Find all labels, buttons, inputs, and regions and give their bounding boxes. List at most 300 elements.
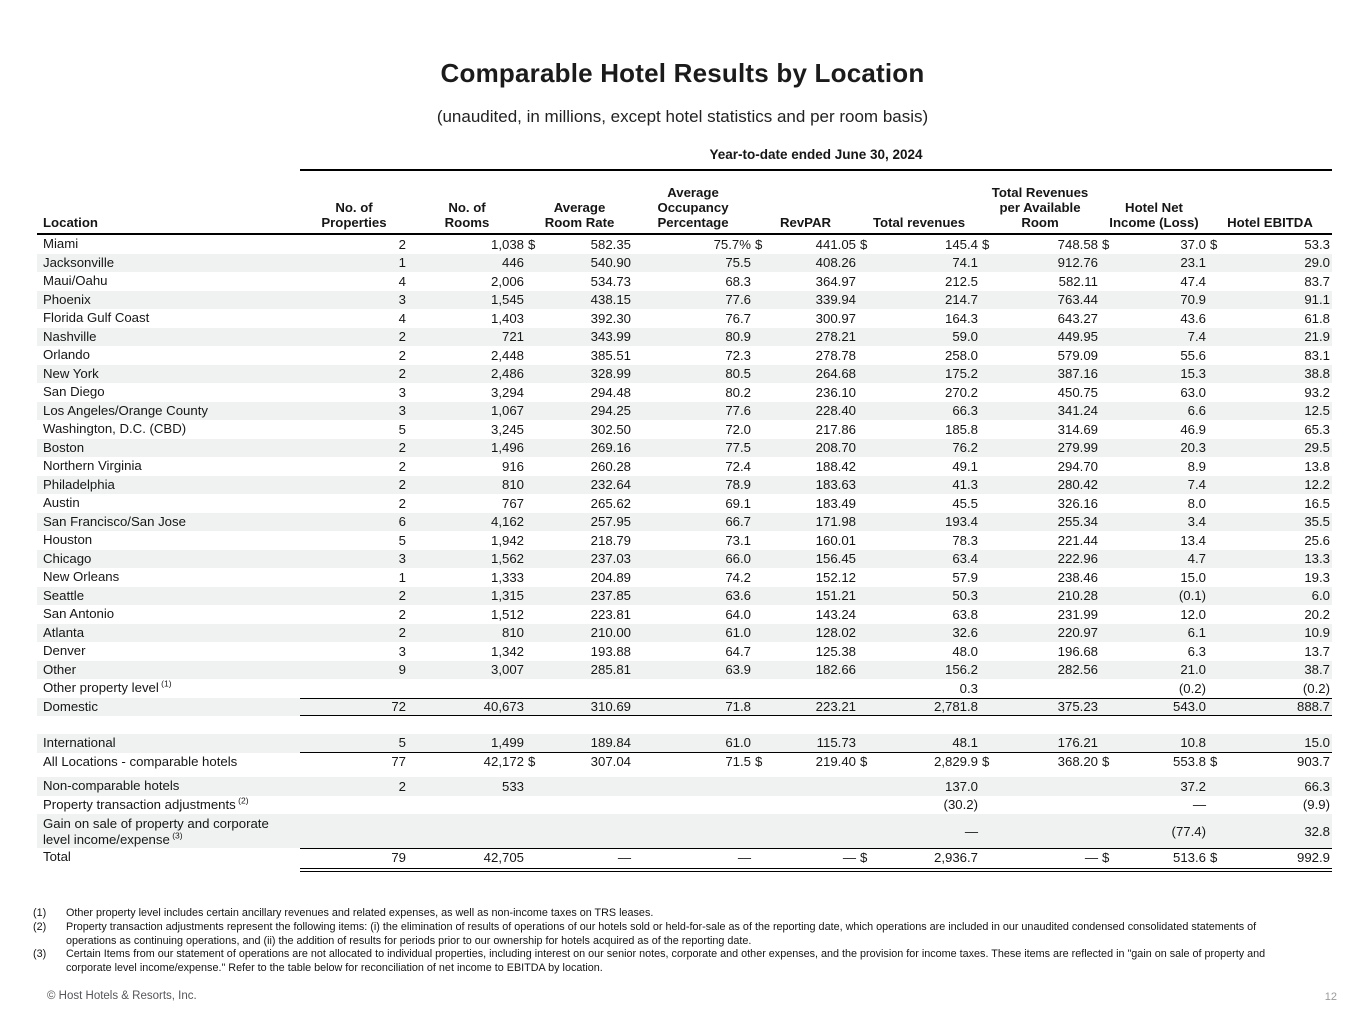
table-cell: 160.01 bbox=[815, 532, 856, 548]
table-cell: 77.5 bbox=[725, 440, 751, 456]
table-row bbox=[37, 254, 1332, 273]
table-cell: 279.99 bbox=[1057, 440, 1098, 456]
row-label: Miami bbox=[43, 236, 79, 251]
table-cell: 29.5 bbox=[1304, 440, 1330, 456]
table-cell: 66.3 bbox=[1304, 778, 1330, 794]
table-cell: 83.1 bbox=[1304, 347, 1330, 363]
table-cell: 74.1 bbox=[952, 255, 978, 271]
row-label: All Locations - comparable hotels bbox=[43, 753, 238, 769]
table-cell: 0.3 bbox=[959, 680, 978, 696]
table-cell: 2 bbox=[398, 495, 406, 511]
table-cell: 1,342 bbox=[490, 643, 524, 659]
table-cell: 2,486 bbox=[490, 366, 524, 382]
table-cell: 185.8 bbox=[944, 421, 978, 437]
table-cell: 214.7 bbox=[944, 292, 978, 308]
table-cell: 218.79 bbox=[590, 532, 631, 548]
column-header: Average Room Rate bbox=[544, 200, 615, 230]
table-cell: — bbox=[980, 848, 1100, 867]
column-header: Hotel EBITDA bbox=[1227, 215, 1313, 230]
table-cell: 32.6 bbox=[952, 625, 978, 641]
row-label: Philadelphia bbox=[43, 476, 115, 492]
table-cell: 260.28 bbox=[590, 458, 631, 474]
column-header: Total revenues bbox=[872, 215, 966, 230]
table-cell: 64.0 bbox=[725, 606, 751, 622]
table-row bbox=[37, 642, 1332, 661]
table-cell: 183.49 bbox=[815, 495, 856, 511]
table-cell: 278.21 bbox=[815, 329, 856, 345]
table-cell: 3 bbox=[398, 292, 406, 308]
table-cell: 32.8 bbox=[1304, 823, 1330, 839]
table-row bbox=[37, 550, 1332, 569]
table-cell: 269.16 bbox=[590, 440, 631, 456]
table-cell: 343.99 bbox=[590, 329, 631, 345]
table-cell: 4 bbox=[398, 310, 406, 326]
table-cell: 41.3 bbox=[952, 477, 978, 493]
row-label: Boston bbox=[43, 439, 85, 455]
column-header: RevPAR bbox=[779, 215, 832, 230]
table-cell: 1,038 bbox=[490, 236, 524, 252]
table-cell: 13.7 bbox=[1304, 643, 1330, 659]
double-rule bbox=[300, 868, 1332, 872]
table-cell bbox=[980, 796, 1100, 815]
table-cell: 64.7 bbox=[725, 643, 751, 659]
table-cell: 582.11 bbox=[1058, 273, 1098, 289]
table-cell: 3 bbox=[398, 384, 406, 400]
dollar-sign: $ bbox=[1210, 236, 1218, 252]
table-cell: 13.8 bbox=[1304, 458, 1330, 474]
table-cell: 171.98 bbox=[815, 514, 856, 530]
table-cell: 16.5 bbox=[1304, 495, 1330, 511]
table-cell bbox=[753, 679, 858, 698]
dollar-sign: $ bbox=[982, 754, 990, 770]
table-cell bbox=[300, 679, 408, 698]
table-cell: $ 513.6 bbox=[1100, 848, 1208, 867]
table-cell: 76.2 bbox=[952, 440, 978, 456]
row-label: San Francisco/San Jose bbox=[43, 513, 186, 529]
table-cell: 375.23 bbox=[980, 698, 1100, 717]
table-cell: 278.78 bbox=[815, 347, 856, 363]
table-cell: 10.9 bbox=[1304, 625, 1330, 641]
table-cell: 193.4 bbox=[944, 514, 978, 530]
table-cell bbox=[300, 796, 408, 815]
table-cell: 438.15 bbox=[590, 292, 631, 308]
table-cell: 1,315 bbox=[490, 588, 524, 604]
dollar-sign: $ bbox=[528, 236, 536, 252]
table-row bbox=[37, 494, 1332, 513]
table-cell: 912.76 bbox=[1057, 255, 1098, 271]
table-cell: 63.6 bbox=[725, 588, 751, 604]
table-cell: 2 bbox=[398, 588, 406, 604]
table-cell: 210.00 bbox=[590, 625, 631, 641]
table-cell: 125.38 bbox=[815, 643, 856, 659]
table-cell: 3 bbox=[398, 551, 406, 567]
table-cell: $ 368.20 bbox=[982, 754, 1098, 770]
table-cell: 2 bbox=[398, 347, 406, 363]
table-cell: 19.3 bbox=[1304, 569, 1330, 585]
footnotes bbox=[33, 907, 1341, 976]
table-cell bbox=[408, 679, 526, 698]
row-label: Austin bbox=[43, 495, 80, 510]
table-cell bbox=[633, 679, 753, 698]
table-cell: 182.66 bbox=[815, 662, 856, 678]
table-cell: 188.42 bbox=[815, 458, 856, 474]
row-label: San Antonio bbox=[43, 606, 115, 621]
table-cell: 75.5 bbox=[725, 255, 751, 271]
table-cell: $ 582.35 bbox=[528, 236, 631, 252]
table-cell: 3,294 bbox=[490, 384, 524, 400]
table-cell bbox=[526, 796, 633, 815]
table-cell: 534.73 bbox=[590, 273, 631, 289]
table-cell: 300.97 bbox=[815, 310, 856, 326]
table-cell: (0.1) bbox=[1178, 588, 1206, 604]
table-cell: 59.0 bbox=[952, 329, 978, 345]
column-header: Total Revenues per Available Room bbox=[991, 185, 1089, 230]
table-cell: 7.4 bbox=[1187, 329, 1206, 345]
table-cell: 93.2 bbox=[1304, 384, 1330, 400]
table-cell: 6.3 bbox=[1187, 643, 1206, 659]
table-cell: 810 bbox=[501, 625, 524, 641]
table-cell: 236.10 bbox=[815, 384, 856, 400]
table-cell: 579.09 bbox=[1057, 347, 1098, 363]
table-cell: 61.0 bbox=[633, 734, 753, 753]
table-cell: 72.4 bbox=[725, 458, 751, 474]
table-cell: 78.9 bbox=[725, 477, 751, 493]
table-cell: 61.8 bbox=[1304, 310, 1330, 326]
table-row bbox=[37, 439, 1332, 458]
row-label: New York bbox=[43, 365, 99, 381]
table-cell: 8.0 bbox=[1187, 495, 1206, 511]
table-cell: 220.97 bbox=[1057, 625, 1098, 641]
table-cell: 1,512 bbox=[490, 606, 524, 622]
table-row bbox=[37, 309, 1332, 328]
table-cell: 2 bbox=[398, 477, 406, 493]
table-cell: 258.0 bbox=[944, 347, 978, 363]
table-row bbox=[37, 513, 1332, 532]
table-cell: 2 bbox=[398, 458, 406, 474]
dollar-sign: $ bbox=[860, 236, 868, 252]
table-cell: 2 bbox=[398, 440, 406, 456]
table-row bbox=[37, 734, 1332, 753]
dollar-sign: $ bbox=[860, 754, 868, 770]
table-cell: 193.88 bbox=[590, 643, 631, 659]
table-row bbox=[37, 272, 1332, 291]
row-label: International bbox=[43, 735, 116, 750]
table-cell: 4.7 bbox=[1187, 551, 1206, 567]
table-cell: 46.9 bbox=[1180, 421, 1206, 437]
table-cell: 237.85 bbox=[590, 588, 631, 604]
table-cell: 270.2 bbox=[944, 384, 978, 400]
table-cell: 78.3 bbox=[952, 532, 978, 548]
table-cell: 176.21 bbox=[980, 734, 1100, 753]
table-cell: 40,673 bbox=[408, 698, 526, 717]
table-cell: 80.5 bbox=[725, 366, 751, 382]
table-cell: 265.62 bbox=[590, 495, 631, 511]
table-cell: — bbox=[633, 848, 753, 867]
table-cell: 2 bbox=[398, 606, 406, 622]
table-cell: 12.5 bbox=[1304, 403, 1330, 419]
table-cell bbox=[753, 777, 858, 796]
copyright-notice: © Host Hotels & Resorts, Inc. bbox=[47, 990, 197, 1002]
column-header: Location bbox=[43, 215, 98, 230]
table-cell bbox=[526, 814, 633, 848]
table-row bbox=[37, 661, 1332, 680]
table-cell: 3,007 bbox=[490, 662, 524, 678]
row-label: Seattle bbox=[43, 587, 85, 603]
table-cell: 79 bbox=[300, 848, 408, 867]
table-row bbox=[37, 420, 1332, 439]
table-cell: 257.95 bbox=[590, 514, 631, 530]
column-header: Average Occupancy Percentage bbox=[657, 185, 729, 230]
table-cell: 888.7 bbox=[1208, 698, 1332, 717]
table-cell: 128.02 bbox=[815, 625, 856, 641]
table-cell: 50.3 bbox=[952, 588, 978, 604]
footnote-marker: (1) bbox=[33, 907, 47, 919]
table-cell: 222.96 bbox=[1057, 551, 1098, 567]
table-cell: 1,333 bbox=[490, 569, 524, 585]
table-cell: 364.97 bbox=[815, 273, 856, 289]
row-label: Gain on sale of property and corporate level income/expense $^{(3)}$ bbox=[43, 816, 269, 847]
table-cell: 540.90 bbox=[590, 255, 631, 271]
table-cell: 231.99 bbox=[1057, 606, 1098, 622]
table-cell: 6.0 bbox=[1311, 588, 1330, 604]
period-label: Year-to-date ended June 30, 2024 bbox=[300, 147, 1332, 171]
table-cell: 63.4 bbox=[952, 551, 978, 567]
table-cell: 55.6 bbox=[1180, 347, 1206, 363]
table-cell: 20.3 bbox=[1180, 440, 1206, 456]
table-row bbox=[37, 383, 1332, 402]
row-label: Non-comparable hotels bbox=[43, 778, 180, 793]
row-label: Houston bbox=[43, 532, 93, 547]
table-cell: 223.81 bbox=[590, 606, 631, 622]
table-cell: 294.48 bbox=[590, 384, 631, 400]
table-cell: $ 219.40 bbox=[755, 754, 856, 770]
table-cell: 8.9 bbox=[1187, 458, 1206, 474]
table-cell: 223.21 bbox=[753, 698, 858, 717]
table-cell: 450.75 bbox=[1057, 384, 1098, 400]
table-row bbox=[37, 605, 1332, 624]
column-header: Hotel Net Income (Loss) bbox=[1109, 200, 1199, 230]
row-label: Northern Virginia bbox=[43, 458, 142, 473]
dollar-sign: $ bbox=[1210, 754, 1218, 770]
table-cell: 29.0 bbox=[1304, 255, 1330, 271]
table-cell: 721 bbox=[501, 329, 524, 345]
table-cell: 115.73 bbox=[753, 734, 858, 753]
row-label: Phoenix bbox=[43, 291, 91, 307]
table-cell: 2 bbox=[398, 366, 406, 382]
table-cell: 228.40 bbox=[815, 403, 856, 419]
row-label: Orlando bbox=[43, 347, 90, 362]
table-cell: 49.1 bbox=[952, 458, 978, 474]
table-row bbox=[37, 402, 1332, 421]
table-cell: 12.0 bbox=[1180, 606, 1206, 622]
table-cell: 6 bbox=[398, 514, 406, 530]
table-cell: 152.12 bbox=[815, 569, 856, 585]
table-cell: $ 2,936.7 bbox=[858, 848, 980, 867]
table-cell: 387.16 bbox=[1057, 366, 1098, 382]
table-row bbox=[37, 328, 1332, 347]
table-cell: 77.6 bbox=[725, 292, 751, 308]
table-cell: 23.1 bbox=[1180, 255, 1206, 271]
table-cell: 65.3 bbox=[1304, 421, 1330, 437]
table-cell: $ 553.8 bbox=[1102, 754, 1206, 770]
table-cell: 13.3 bbox=[1304, 551, 1330, 567]
row-label: Atlanta bbox=[43, 624, 85, 640]
row-label: Denver bbox=[43, 643, 86, 658]
table-header-row bbox=[37, 185, 1332, 235]
table-cell: 68.3 bbox=[725, 273, 751, 289]
table-cell: 7.4 bbox=[1187, 477, 1206, 493]
table-cell: 76.7 bbox=[725, 310, 751, 326]
table-cell: 1,942 bbox=[490, 532, 524, 548]
table-row bbox=[37, 235, 1332, 254]
table-cell: 6.1 bbox=[1187, 625, 1206, 641]
table-cell: $ 145.4 bbox=[860, 236, 978, 252]
table-cell: $ 903.7 bbox=[1210, 754, 1330, 770]
table-cell: 3 bbox=[398, 643, 406, 659]
table-cell: 66.3 bbox=[952, 403, 978, 419]
table-cell: 42,705 bbox=[408, 848, 526, 867]
table-row bbox=[37, 291, 1332, 310]
table-cell: 57.9 bbox=[952, 569, 978, 585]
table-cell bbox=[980, 679, 1100, 698]
table-cell: 12.2 bbox=[1304, 477, 1330, 493]
table-cell: 314.69 bbox=[1057, 421, 1098, 437]
table-cell: (0.2) bbox=[1302, 680, 1330, 696]
table-cell: 1,496 bbox=[490, 440, 524, 456]
table-cell: 37.2 bbox=[1180, 778, 1206, 794]
dollar-sign: $ bbox=[1102, 754, 1110, 770]
table-row bbox=[37, 698, 1332, 717]
table-cell: 5 bbox=[398, 421, 406, 437]
table-cell: 91.1 bbox=[1304, 292, 1330, 308]
row-label: Nashville bbox=[43, 328, 97, 344]
table-cell: 63.8 bbox=[952, 606, 978, 622]
table-cell: 310.69 bbox=[526, 698, 633, 717]
row-label: Other property level $^{(1)}$ bbox=[43, 678, 172, 695]
table-cell: 9 bbox=[398, 662, 406, 678]
row-label: Jacksonville bbox=[43, 254, 115, 270]
table-cell: 204.89 bbox=[590, 569, 631, 585]
table-cell: 75.7% bbox=[713, 236, 751, 252]
table-cell: 255.34 bbox=[1057, 514, 1098, 530]
table-cell: 2 bbox=[398, 329, 406, 345]
footnote-marker: (3) bbox=[33, 948, 47, 961]
table-cell: — bbox=[964, 823, 978, 839]
table-cell: 77.6 bbox=[725, 403, 751, 419]
row-label: Domestic bbox=[43, 698, 98, 714]
table-cell: 74.2 bbox=[725, 569, 751, 585]
table-cell: 280.42 bbox=[1057, 477, 1098, 493]
table-cell: 446 bbox=[501, 255, 524, 271]
table-cell: 326.16 bbox=[1057, 495, 1098, 511]
table-cell: 80.9 bbox=[725, 329, 751, 345]
table-cell: 72.0 bbox=[725, 421, 751, 437]
table-cell: $ 748.58 bbox=[982, 236, 1098, 252]
table-cell: $ 2,829.9 bbox=[860, 754, 978, 770]
page-number: 12 bbox=[1324, 991, 1337, 1003]
table-cell bbox=[980, 777, 1100, 796]
dollar-sign: $ bbox=[755, 236, 763, 252]
table-cell: 237.03 bbox=[590, 551, 631, 567]
table-cell: 156.45 bbox=[815, 551, 856, 567]
table-cell: 232.64 bbox=[590, 477, 631, 493]
table-cell: 449.95 bbox=[1057, 329, 1098, 345]
footnote bbox=[33, 948, 1341, 976]
table-cell: (0.2) bbox=[1178, 680, 1206, 696]
table-cell bbox=[633, 777, 753, 796]
table-cell: 238.46 bbox=[1057, 569, 1098, 585]
table-cell: $ 441.05 bbox=[755, 236, 856, 252]
table-cell: 210.28 bbox=[1057, 588, 1098, 604]
row-label: Total bbox=[43, 849, 71, 864]
table-cell: 15.3 bbox=[1180, 366, 1206, 382]
column-header: No. of Rooms bbox=[444, 200, 490, 230]
table-cell: 196.68 bbox=[1057, 643, 1098, 659]
table-cell: 47.4 bbox=[1180, 273, 1206, 289]
table-cell: 339.94 bbox=[815, 292, 856, 308]
results-table-body bbox=[37, 185, 1332, 872]
table-cell: 1,499 bbox=[408, 734, 526, 753]
table-cell: 533 bbox=[501, 778, 524, 794]
table-cell: 3,245 bbox=[490, 421, 524, 437]
table-row bbox=[37, 848, 1332, 867]
table-cell: 408.26 bbox=[815, 255, 856, 271]
table-cell: 212.5 bbox=[944, 273, 978, 289]
table-cell: — bbox=[1192, 797, 1206, 813]
table-cell: 72.3 bbox=[725, 347, 751, 363]
table-cell: 38.8 bbox=[1304, 366, 1330, 382]
row-label: Washington, D.C. (CBD) bbox=[43, 421, 187, 436]
page-subtitle: (unaudited, in millions, except hotel statistics and per room basis) bbox=[436, 107, 929, 126]
table-cell: 77 bbox=[391, 754, 406, 770]
table-cell bbox=[753, 796, 858, 815]
table-cell: 810 bbox=[501, 477, 524, 493]
footnote-marker: (2) bbox=[33, 920, 47, 933]
table-cell: 69.1 bbox=[725, 495, 751, 511]
table-cell: 328.99 bbox=[590, 366, 631, 382]
table-cell: 221.44 bbox=[1057, 532, 1098, 548]
table-cell bbox=[753, 814, 858, 848]
table-cell: 302.50 bbox=[590, 421, 631, 437]
table-cell: $ 37.0 bbox=[1102, 236, 1206, 252]
table-cell: 916 bbox=[501, 458, 524, 474]
table-cell: 643.27 bbox=[1057, 310, 1098, 326]
table-cell: 63.9 bbox=[725, 662, 751, 678]
table-cell: (77.4) bbox=[1171, 823, 1206, 839]
table-cell: (30.2) bbox=[943, 797, 978, 813]
table-cell: 10.8 bbox=[1100, 734, 1208, 753]
table-cell: 175.2 bbox=[944, 366, 978, 382]
table-cell: 48.0 bbox=[952, 643, 978, 659]
column-header: No. of Properties bbox=[321, 200, 387, 230]
table-cell: 4,162 bbox=[490, 514, 524, 530]
table-cell: 66.0 bbox=[725, 551, 751, 567]
table-cell bbox=[526, 679, 633, 698]
table-cell: 1,562 bbox=[490, 551, 524, 567]
table-cell: 208.70 bbox=[815, 440, 856, 456]
table-row bbox=[37, 753, 1332, 772]
table-cell: 1,067 bbox=[490, 403, 524, 419]
table-cell bbox=[633, 796, 753, 815]
table-cell: 80.2 bbox=[725, 384, 751, 400]
table-cell: 294.70 bbox=[1057, 458, 1098, 474]
dollar-sign: $ bbox=[860, 850, 868, 866]
table-cell: 1 bbox=[398, 569, 406, 585]
table-cell: 21.9 bbox=[1304, 329, 1330, 345]
table-cell: $ 307.04 bbox=[528, 754, 631, 770]
results-table bbox=[37, 147, 1332, 872]
table-cell: 71.5 bbox=[725, 754, 751, 770]
